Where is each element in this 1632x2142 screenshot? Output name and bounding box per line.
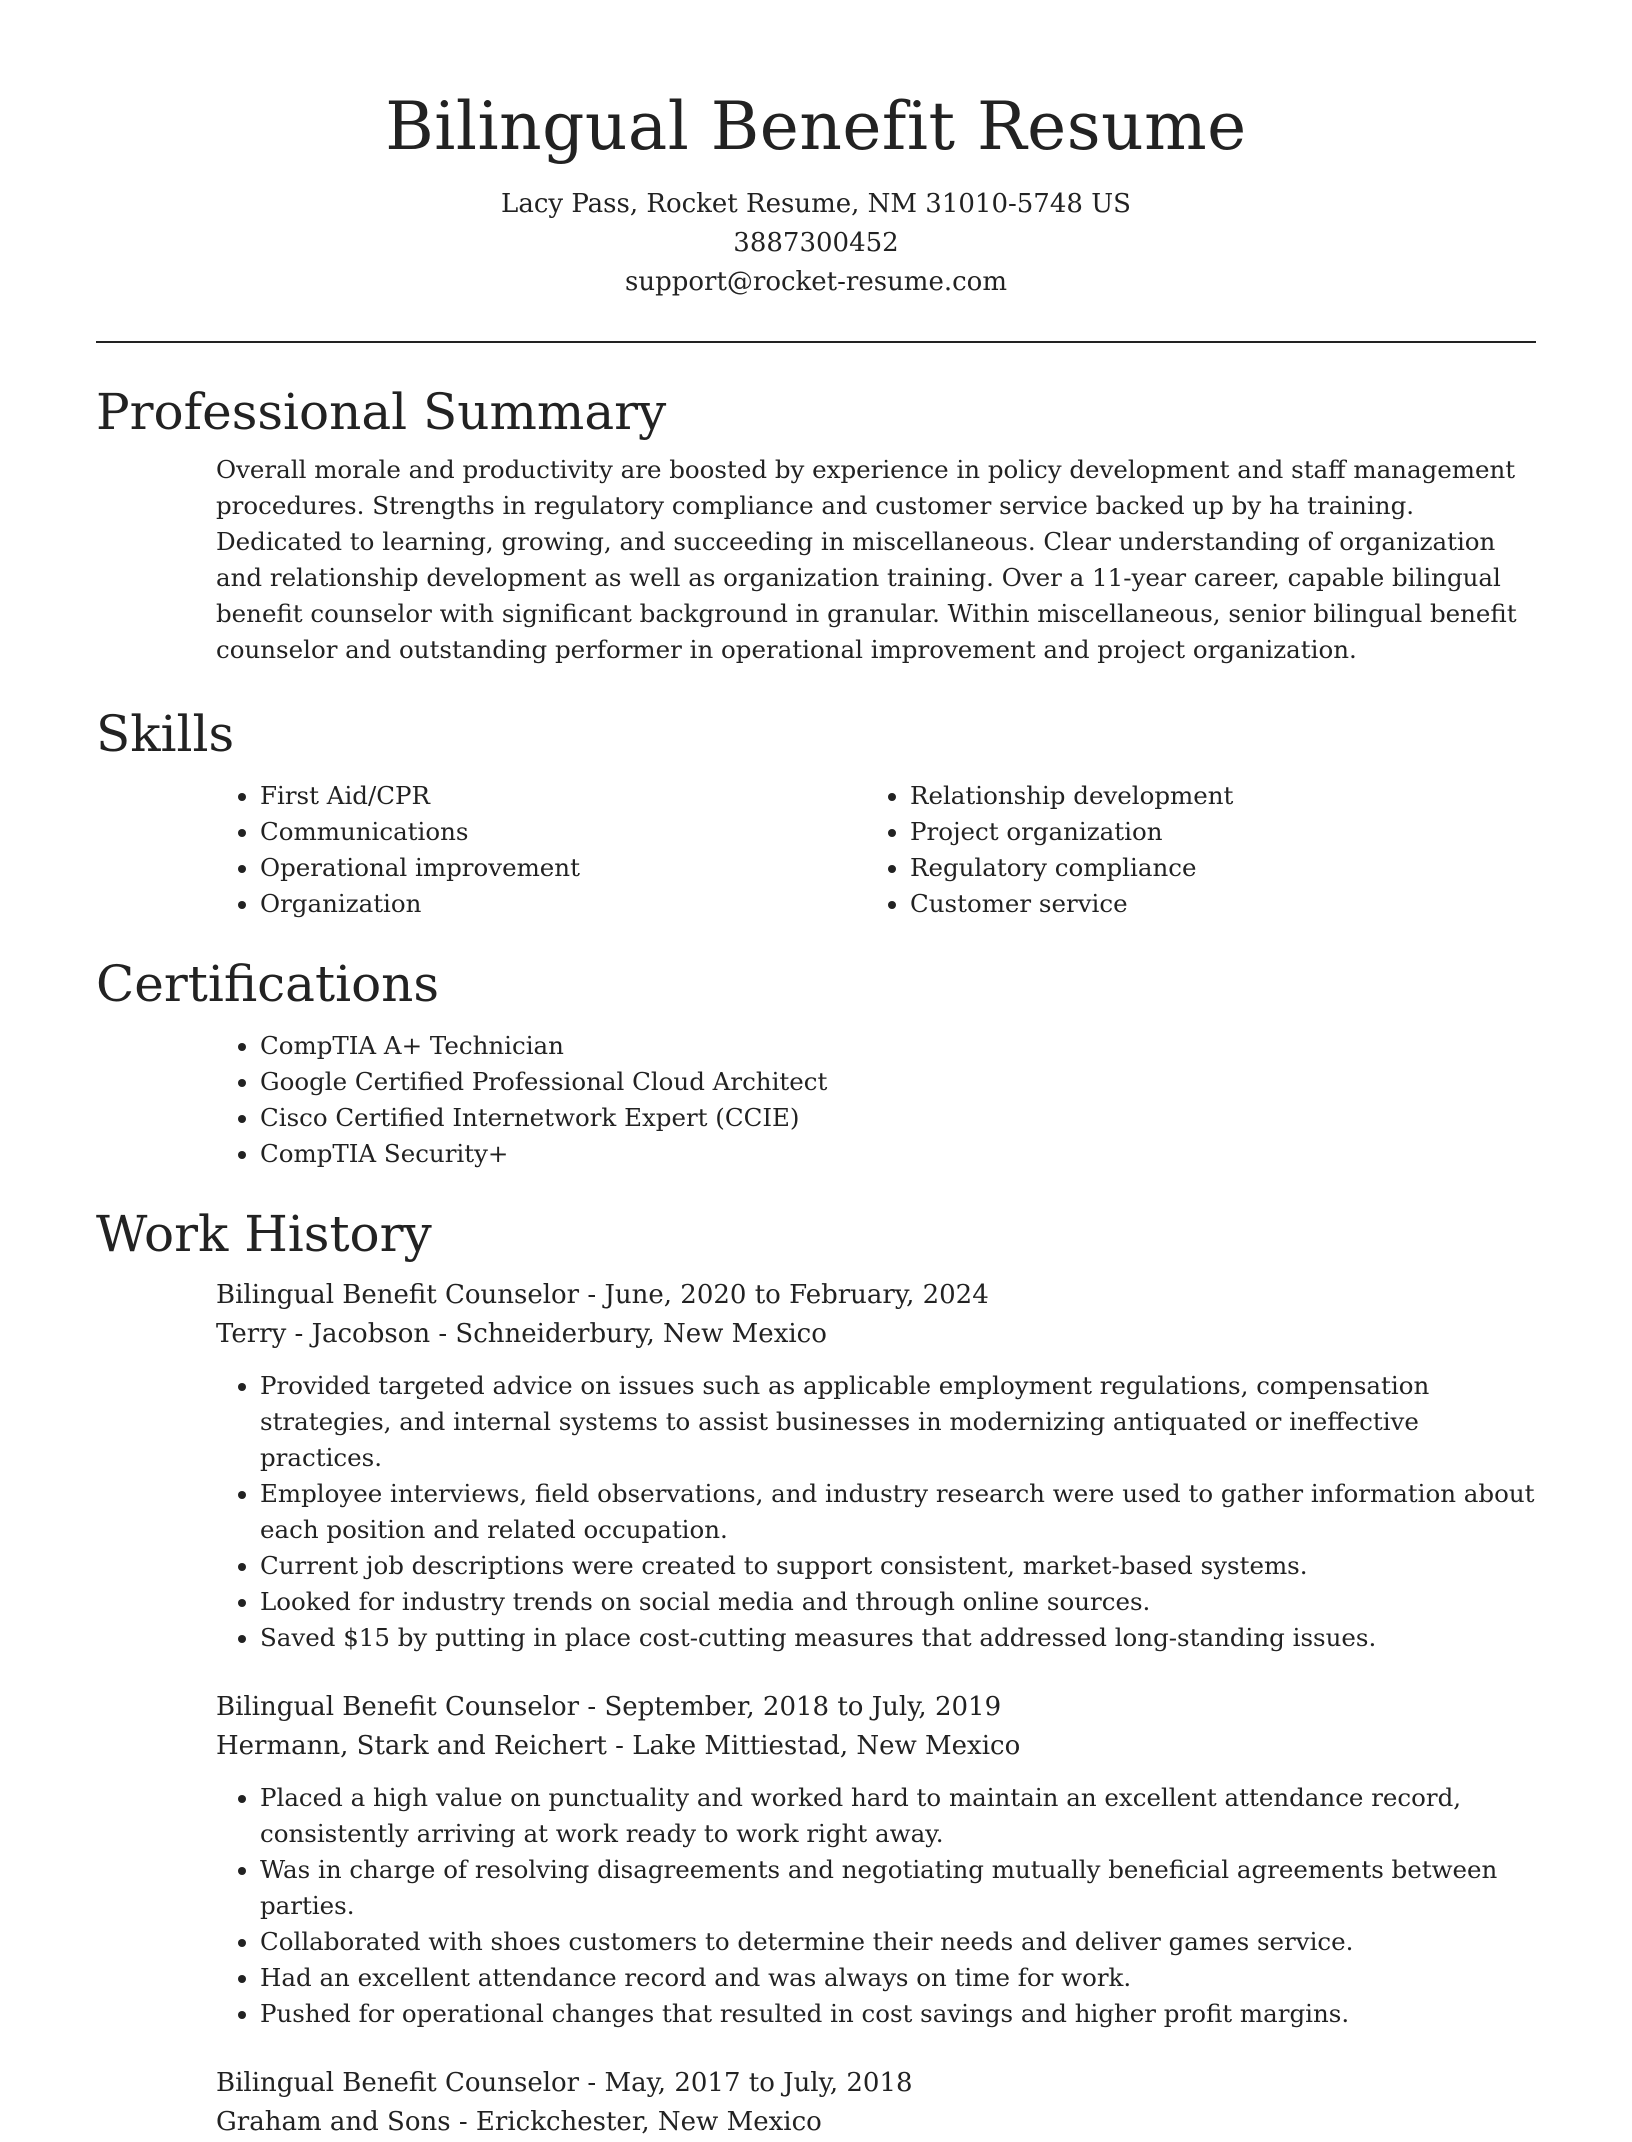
skill-item: • Regulatory compliance	[910, 850, 1516, 886]
resume-title: Bilingual Benefit Resume	[385, 88, 1247, 165]
job-location: Erickchester, New Mexico	[475, 2107, 822, 2137]
job-entry	[216, 1276, 1536, 1656]
skills-heading: Skills	[96, 705, 235, 763]
skill-item: • Communications	[260, 814, 866, 850]
job-title-line: Bilingual Benefit Counselor - September, 2018 to July, 2019	[216, 1692, 1002, 1722]
job-bullet: • Employee interviews, field observations, and industry research were used to gather information about each position and related occupation.	[260, 1476, 1536, 1548]
job-company: Hermann, Stark and Reichert	[216, 1731, 607, 1761]
skill-item: • Organization	[260, 886, 866, 922]
skills-section	[96, 702, 1536, 922]
certifications-list	[216, 1028, 1536, 1172]
job-bullet: • Provided targeted advice on issues such as applicable employment regulations, compensation strategies, and internal systems to assist businesses in modernizing antiquated or ineffective practices.	[260, 1368, 1536, 1476]
job-bullets	[216, 1780, 1536, 2032]
job-bullet: • Pushed for operational changes that resulted in cost savings and higher profit margins.	[260, 1996, 1536, 2032]
skill-item: • Customer service	[910, 886, 1516, 922]
contact-address: Lacy Pass, Rocket Resume, NM 31010-5748 US	[501, 189, 1131, 219]
job-company-line: Graham and Sons - Erickchester, New Mexico	[216, 2107, 822, 2137]
job-company-line: Terry - Jacobson - Schneiderbury, New Mexico	[216, 1319, 827, 1349]
job-title: Bilingual Benefit Counselor	[216, 1280, 580, 1310]
job-bullet: • Had an excellent attendance record and was always on time for work.	[260, 1960, 1536, 1996]
job-bullet: • Saved $15 by putting in place cost-cutting measures that addressed long-standing issues.	[260, 1620, 1536, 1656]
certification-item: • CompTIA A+ Technician	[260, 1028, 1536, 1064]
certification-item: • Cisco Certified Internetwork Expert (CCIE)	[260, 1100, 1536, 1136]
summary-section	[96, 380, 1536, 668]
skills-column-left	[216, 778, 866, 922]
skill-item: • Operational improvement	[260, 850, 866, 886]
job-dates: September, 2018 to July, 2019	[604, 1692, 1002, 1722]
job-company: Terry - Jacobson	[216, 1319, 431, 1349]
certification-item: • Google Certified Professional Cloud Architect	[260, 1064, 1536, 1100]
skills-column-right	[866, 778, 1516, 922]
job-bullet: • Was in charge of resolving disagreements and negotiating mutually beneficial agreements between parties.	[260, 1852, 1536, 1924]
job-bullet: • Placed a high value on punctuality and worked hard to maintain an excellent attendance record, consistently arriving at work ready to work right away.	[260, 1780, 1536, 1852]
job-company-line: Hermann, Stark and Reichert - Lake Mittiestad, New Mexico	[216, 1731, 1021, 1761]
job-dates: June, 2020 to February, 2024	[604, 1280, 989, 1310]
job-bullet: • Collaborated with shoes customers to determine their needs and deliver games service.	[260, 1924, 1536, 1960]
summary-text: Overall morale and productivity are boosted by experience in policy development and staff management procedures. Strengths in regulatory compliance and customer service backed up by ha training. Dedicated to learning, growing, and succeeding in miscellaneous. Clear understanding of organization and relationship development as well as organization training. Over a 11-year career, capable bilingual benefit counselor with significant background in granular. Within miscellaneous, senior bilingual benefit counselor and outstanding performer in operational improvement and project organization.	[216, 455, 1517, 664]
job-title: Bilingual Benefit Counselor	[216, 2068, 580, 2098]
skill-item: • Relationship development	[910, 778, 1516, 814]
job-location: Schneiderbury, New Mexico	[455, 1319, 827, 1349]
job-location: Lake Mittiestad, New Mexico	[632, 1731, 1021, 1761]
summary-heading: Professional Summary	[96, 383, 667, 441]
job-entry	[216, 2064, 1536, 2142]
job-bullet: • Current job descriptions were created to support consistent, market-based systems.	[260, 1548, 1536, 1584]
contact-email: support@rocket-resume.com	[624, 267, 1007, 297]
job-title-line: Bilingual Benefit Counselor - May, 2017 to July, 2018	[216, 2068, 913, 2098]
job-company: Graham and Sons	[216, 2107, 451, 2137]
job-entry	[216, 1688, 1536, 2032]
work-history-section	[96, 1202, 1536, 2142]
contact-phone: 3887300452	[733, 228, 899, 258]
header-divider	[96, 341, 1536, 343]
work-history-heading: Work History	[96, 1205, 432, 1263]
certifications-heading: Certifications	[96, 955, 440, 1013]
job-title: Bilingual Benefit Counselor	[216, 1692, 580, 1722]
job-bullets	[216, 1368, 1536, 1656]
resume-header	[96, 82, 1536, 302]
skills-columns	[216, 778, 1536, 922]
job-dates: May, 2017 to July, 2018	[604, 2068, 913, 2098]
job-title-line: Bilingual Benefit Counselor - June, 2020 to February, 2024	[216, 1280, 989, 1310]
certifications-section	[96, 952, 1536, 1172]
skill-item: • First Aid/CPR	[260, 778, 866, 814]
certification-item: • CompTIA Security+	[260, 1136, 1536, 1172]
skill-item: • Project organization	[910, 814, 1516, 850]
job-bullet: • Looked for industry trends on social media and through online sources.	[260, 1584, 1536, 1620]
